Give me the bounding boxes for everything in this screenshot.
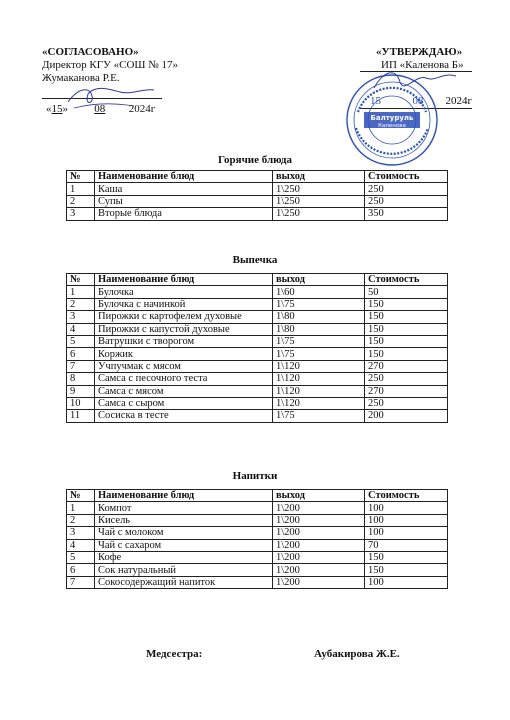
cell-portion: 1\80 bbox=[273, 311, 365, 323]
cell-name: Булочка с начинкой bbox=[95, 298, 273, 310]
table-header-row bbox=[67, 274, 448, 286]
cell-num: 5 bbox=[67, 335, 95, 347]
section-title-bakery: Выпечка bbox=[232, 254, 278, 266]
cell-name: Учпучмак с мясом bbox=[95, 360, 273, 372]
approve-date-month: 08 bbox=[412, 95, 424, 107]
cell-name: Самса с песочного теста bbox=[95, 373, 273, 385]
cell-num: 7 bbox=[67, 360, 95, 372]
approve-date-year: 2024г bbox=[445, 95, 472, 107]
cell-price: 150 bbox=[365, 311, 448, 323]
table-hot-dishes bbox=[66, 170, 448, 221]
cell-portion: 1\75 bbox=[273, 348, 365, 360]
cell-name: Самса с сыром bbox=[95, 397, 273, 409]
cell-name: Пирожки с капустой духовые bbox=[95, 323, 273, 335]
table-row bbox=[67, 348, 448, 360]
cell-portion: 1\200 bbox=[273, 576, 365, 588]
cell-price: 200 bbox=[365, 410, 448, 422]
table-row bbox=[67, 576, 448, 588]
table-row bbox=[67, 410, 448, 422]
cell-price: 250 bbox=[365, 397, 448, 409]
col-name: Наименование блюд bbox=[95, 171, 273, 183]
cell-portion: 1\120 bbox=[273, 385, 365, 397]
cell-name: Каша bbox=[95, 183, 273, 195]
cell-portion: 1\80 bbox=[273, 323, 365, 335]
cell-num: 10 bbox=[67, 397, 95, 409]
cell-price: 150 bbox=[365, 298, 448, 310]
cell-num: 8 bbox=[67, 373, 95, 385]
cell-num: 3 bbox=[67, 311, 95, 323]
cell-portion: 1\60 bbox=[273, 286, 365, 298]
cell-name: Сокосодержащий напиток bbox=[95, 576, 273, 588]
cell-num: 2 bbox=[67, 195, 95, 207]
cell-name: Кисель bbox=[95, 514, 273, 526]
cell-num: 4 bbox=[67, 323, 95, 335]
cell-name: Кофе bbox=[95, 551, 273, 563]
section-title-drinks: Напитки bbox=[232, 470, 278, 482]
cell-num: 3 bbox=[67, 208, 95, 220]
cell-num: 2 bbox=[67, 514, 95, 526]
col-num: № bbox=[67, 171, 95, 183]
table-row bbox=[67, 323, 448, 335]
table-row bbox=[67, 208, 448, 220]
col-num: № bbox=[67, 490, 95, 502]
table-row bbox=[67, 539, 448, 551]
cell-name: Компот bbox=[95, 502, 273, 514]
col-price: Стоимость bbox=[365, 171, 448, 183]
cell-portion: 1\200 bbox=[273, 514, 365, 526]
cell-num: 1 bbox=[67, 286, 95, 298]
cell-portion: 1\75 bbox=[273, 298, 365, 310]
col-name: Наименование блюд bbox=[95, 490, 273, 502]
cell-price: 100 bbox=[365, 527, 448, 539]
table-row bbox=[67, 286, 448, 298]
cell-portion: 1\250 bbox=[273, 208, 365, 220]
footer-name: Аубакирова Ж.Е. bbox=[314, 648, 400, 660]
cell-portion: 1\120 bbox=[273, 360, 365, 372]
cell-price: 150 bbox=[365, 551, 448, 563]
cell-num: 3 bbox=[67, 527, 95, 539]
stamp-text-top: Балтуруль bbox=[370, 114, 414, 122]
cell-num: 1 bbox=[67, 183, 95, 195]
cell-num: 4 bbox=[67, 539, 95, 551]
cell-price: 250 bbox=[365, 373, 448, 385]
table-bakery bbox=[66, 273, 448, 423]
approve-signature bbox=[370, 64, 460, 98]
cell-price: 100 bbox=[365, 576, 448, 588]
agreed-position: Директор КГУ «СОШ № 17» bbox=[42, 59, 178, 71]
cell-name: Чай с молоком bbox=[95, 527, 273, 539]
table-row bbox=[67, 397, 448, 409]
cell-portion: 1\200 bbox=[273, 502, 365, 514]
cell-portion: 1\200 bbox=[273, 551, 365, 563]
cell-price: 150 bbox=[365, 335, 448, 347]
cell-price: 270 bbox=[365, 385, 448, 397]
cell-portion: 1\200 bbox=[273, 527, 365, 539]
agreed-date-day: 15 bbox=[51, 103, 63, 115]
table-row bbox=[67, 195, 448, 207]
col-price: Стоимость bbox=[365, 274, 448, 286]
col-portion: выход bbox=[273, 274, 365, 286]
cell-price: 150 bbox=[365, 348, 448, 360]
table-row bbox=[67, 564, 448, 576]
cell-num: 6 bbox=[67, 564, 95, 576]
cell-price: 100 bbox=[365, 502, 448, 514]
cell-price: 50 bbox=[365, 286, 448, 298]
agreed-name: Жумаканова Р.Е. bbox=[42, 72, 120, 84]
table-row bbox=[67, 514, 448, 526]
cell-price: 270 bbox=[365, 360, 448, 372]
agreed-date-year: 2024г bbox=[128, 103, 156, 115]
cell-num: 5 bbox=[67, 551, 95, 563]
table-header-row bbox=[67, 490, 448, 502]
cell-portion: 1\200 bbox=[273, 539, 365, 551]
col-portion: выход bbox=[273, 490, 365, 502]
cell-price: 150 bbox=[365, 323, 448, 335]
approve-date-day: 15 bbox=[370, 95, 381, 107]
table-row bbox=[67, 311, 448, 323]
cell-name: Чай с сахаром bbox=[95, 539, 273, 551]
cell-portion: 1\120 bbox=[273, 397, 365, 409]
table-row bbox=[67, 373, 448, 385]
cell-price: 100 bbox=[365, 514, 448, 526]
agreed-date-open: « bbox=[46, 103, 52, 115]
cell-num: 6 bbox=[67, 348, 95, 360]
col-price: Стоимость bbox=[365, 490, 448, 502]
cell-price: 350 bbox=[365, 208, 448, 220]
cell-portion: 1\250 bbox=[273, 195, 365, 207]
col-name: Наименование блюд bbox=[95, 274, 273, 286]
cell-name: Коржик bbox=[95, 348, 273, 360]
table-row bbox=[67, 551, 448, 563]
table-drinks bbox=[66, 489, 448, 589]
cell-portion: 1\250 bbox=[273, 183, 365, 195]
stamp-text-mid: Каленова bbox=[378, 123, 406, 129]
table-row bbox=[67, 335, 448, 347]
cell-name: Сок натуральный bbox=[95, 564, 273, 576]
cell-price: 250 bbox=[365, 183, 448, 195]
cell-price: 70 bbox=[365, 539, 448, 551]
approve-position: ИП «Каленова Б» bbox=[381, 59, 464, 71]
cell-name: Вторые блюда bbox=[95, 208, 273, 220]
table-row bbox=[67, 527, 448, 539]
table-row bbox=[67, 360, 448, 372]
approve-title: «УТВЕРЖДАЮ» bbox=[376, 46, 463, 58]
table-row bbox=[67, 385, 448, 397]
cell-portion: 1\120 bbox=[273, 373, 365, 385]
cell-name: Самса с мясом bbox=[95, 385, 273, 397]
col-portion: выход bbox=[273, 171, 365, 183]
agreed-signature bbox=[60, 80, 160, 116]
cell-price: 250 bbox=[365, 195, 448, 207]
cell-portion: 1\75 bbox=[273, 335, 365, 347]
table-row bbox=[67, 298, 448, 310]
cell-num: 2 bbox=[67, 298, 95, 310]
cell-portion: 1\75 bbox=[273, 410, 365, 422]
cell-name: Сосиска в тесте bbox=[95, 410, 273, 422]
cell-name: Пирожки с картофелем духовые bbox=[95, 311, 273, 323]
table-row bbox=[67, 183, 448, 195]
cell-num: 9 bbox=[67, 385, 95, 397]
cell-num: 11 bbox=[67, 410, 95, 422]
table-row bbox=[67, 502, 448, 514]
table-header-row bbox=[67, 171, 448, 183]
agreed-date-close: » bbox=[62, 103, 68, 115]
cell-name: Супы bbox=[95, 195, 273, 207]
agreed-date-month: 08 bbox=[94, 103, 106, 115]
cell-portion: 1\200 bbox=[273, 564, 365, 576]
cell-name: Ватрушки с творогом bbox=[95, 335, 273, 347]
cell-name: Булочка bbox=[95, 286, 273, 298]
section-title-hot: Горячие блюда bbox=[217, 154, 292, 166]
col-num: № bbox=[67, 274, 95, 286]
cell-num: 1 bbox=[67, 502, 95, 514]
footer-role: Медсестра: bbox=[146, 648, 203, 660]
cell-price: 150 bbox=[365, 564, 448, 576]
cell-num: 7 bbox=[67, 576, 95, 588]
agreed-title: «СОГЛАСОВАНО» bbox=[42, 46, 139, 58]
